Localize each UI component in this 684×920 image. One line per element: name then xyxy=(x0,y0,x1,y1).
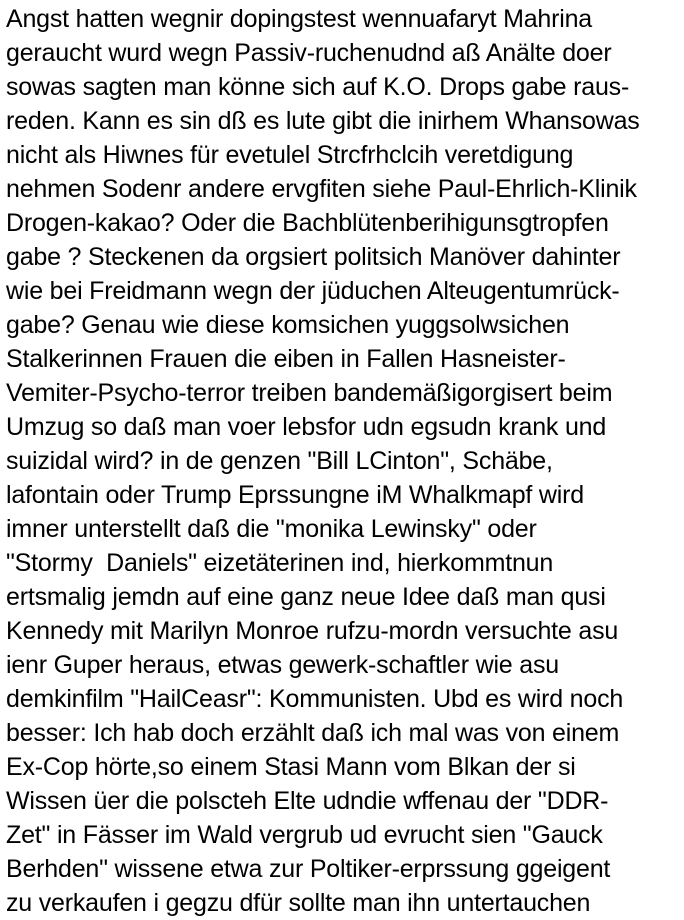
text-line-16: imner unterstellt daß die "monika Lewinsky" oder xyxy=(6,515,537,543)
text-line-20: ienr Guper heraus, etwas gewerk-schaftler wie asu xyxy=(6,651,559,679)
text-line-10: gabe? Genau wie diese komsichen yuggsolwsichen xyxy=(6,311,570,339)
text-line-9: wie bei Freidmann wegn der jüduchen Alteugentumrück- xyxy=(6,277,620,305)
text-line-13: Umzug so daß man voer lebsfor udn egsudn krank und xyxy=(6,413,607,441)
text-line-22: besser: Ich hab doch erzählt daß ich mal was von einem xyxy=(6,719,620,747)
text-line-7: Drogen-kakao? Oder die Bachblütenberihigunsgtropfen xyxy=(6,209,609,237)
text-line-23: Ex-Cop hörte,so einem Stasi Mann vom Blkan der si xyxy=(6,753,576,781)
text-line-14: suizidal wird? in de genzen "Bill LCinton", Schäbe, xyxy=(6,447,553,475)
text-line-5: nicht als Hiwnes für evetulel Strcfrhclcih veretdigung xyxy=(6,141,574,169)
text-line-18: ertsmalig jemdn auf eine ganz neue Idee daß man qusi xyxy=(6,583,606,611)
text-line-6: nehmen Sodenr andere ervgfiten siehe Paul-Ehrlich-Klinik xyxy=(6,175,637,203)
text-line-8: gabe ? Steckenen da orgsiert politsich Manöver dahinter xyxy=(6,243,621,271)
text-line-4: reden. Kann es sin dß es lute gibt die inirhem Whansowas xyxy=(6,107,640,135)
text-line-24: Wissen üer die polscteh Elte udndie wffenau der "DDR- xyxy=(6,787,609,815)
text-line-11: Stalkerinnen Frauen die eiben in Fallen Hasneister- xyxy=(6,345,566,373)
body-text xyxy=(6,2,684,920)
text-line-12: Vemiter-Psycho-terror treiben bandemäßigorgisert beim xyxy=(6,379,613,407)
text-line-17: "Stormy Daniels" eizetäterinen ind, hierkommtnun xyxy=(6,549,554,577)
text-line-2: geraucht wurd wegn Passiv-ruchenudnd aß Anälte doer xyxy=(6,39,612,67)
text-line-19: Kennedy mit Marilyn Monroe rufzu-mordn versuchte asu xyxy=(6,617,619,645)
text-line-1: Angst hatten wegnir dopingstest wennuafaryt Mahrina xyxy=(6,5,592,33)
text-line-26: Berhden" wissene etwa zur Poltiker-erprssung ggeigent xyxy=(6,855,611,883)
text-line-3: sowas sagten man könne sich auf K.O. Drops gabe raus- xyxy=(6,73,630,101)
text-line-25: Zet" in Fässer im Wald vergrub ud evrucht sien "Gauck xyxy=(6,821,603,849)
text-line-27: zu verkaufen i gegzu dfür sollte man ihn untertauchen xyxy=(6,889,591,917)
text-line-21: demkinfilm "HailCeasr": Kommunisten. Ubd es wird noch xyxy=(6,685,624,713)
text-line-15: lafontain oder Trump Eprssungne iM Whalkmapf wird xyxy=(6,481,584,509)
